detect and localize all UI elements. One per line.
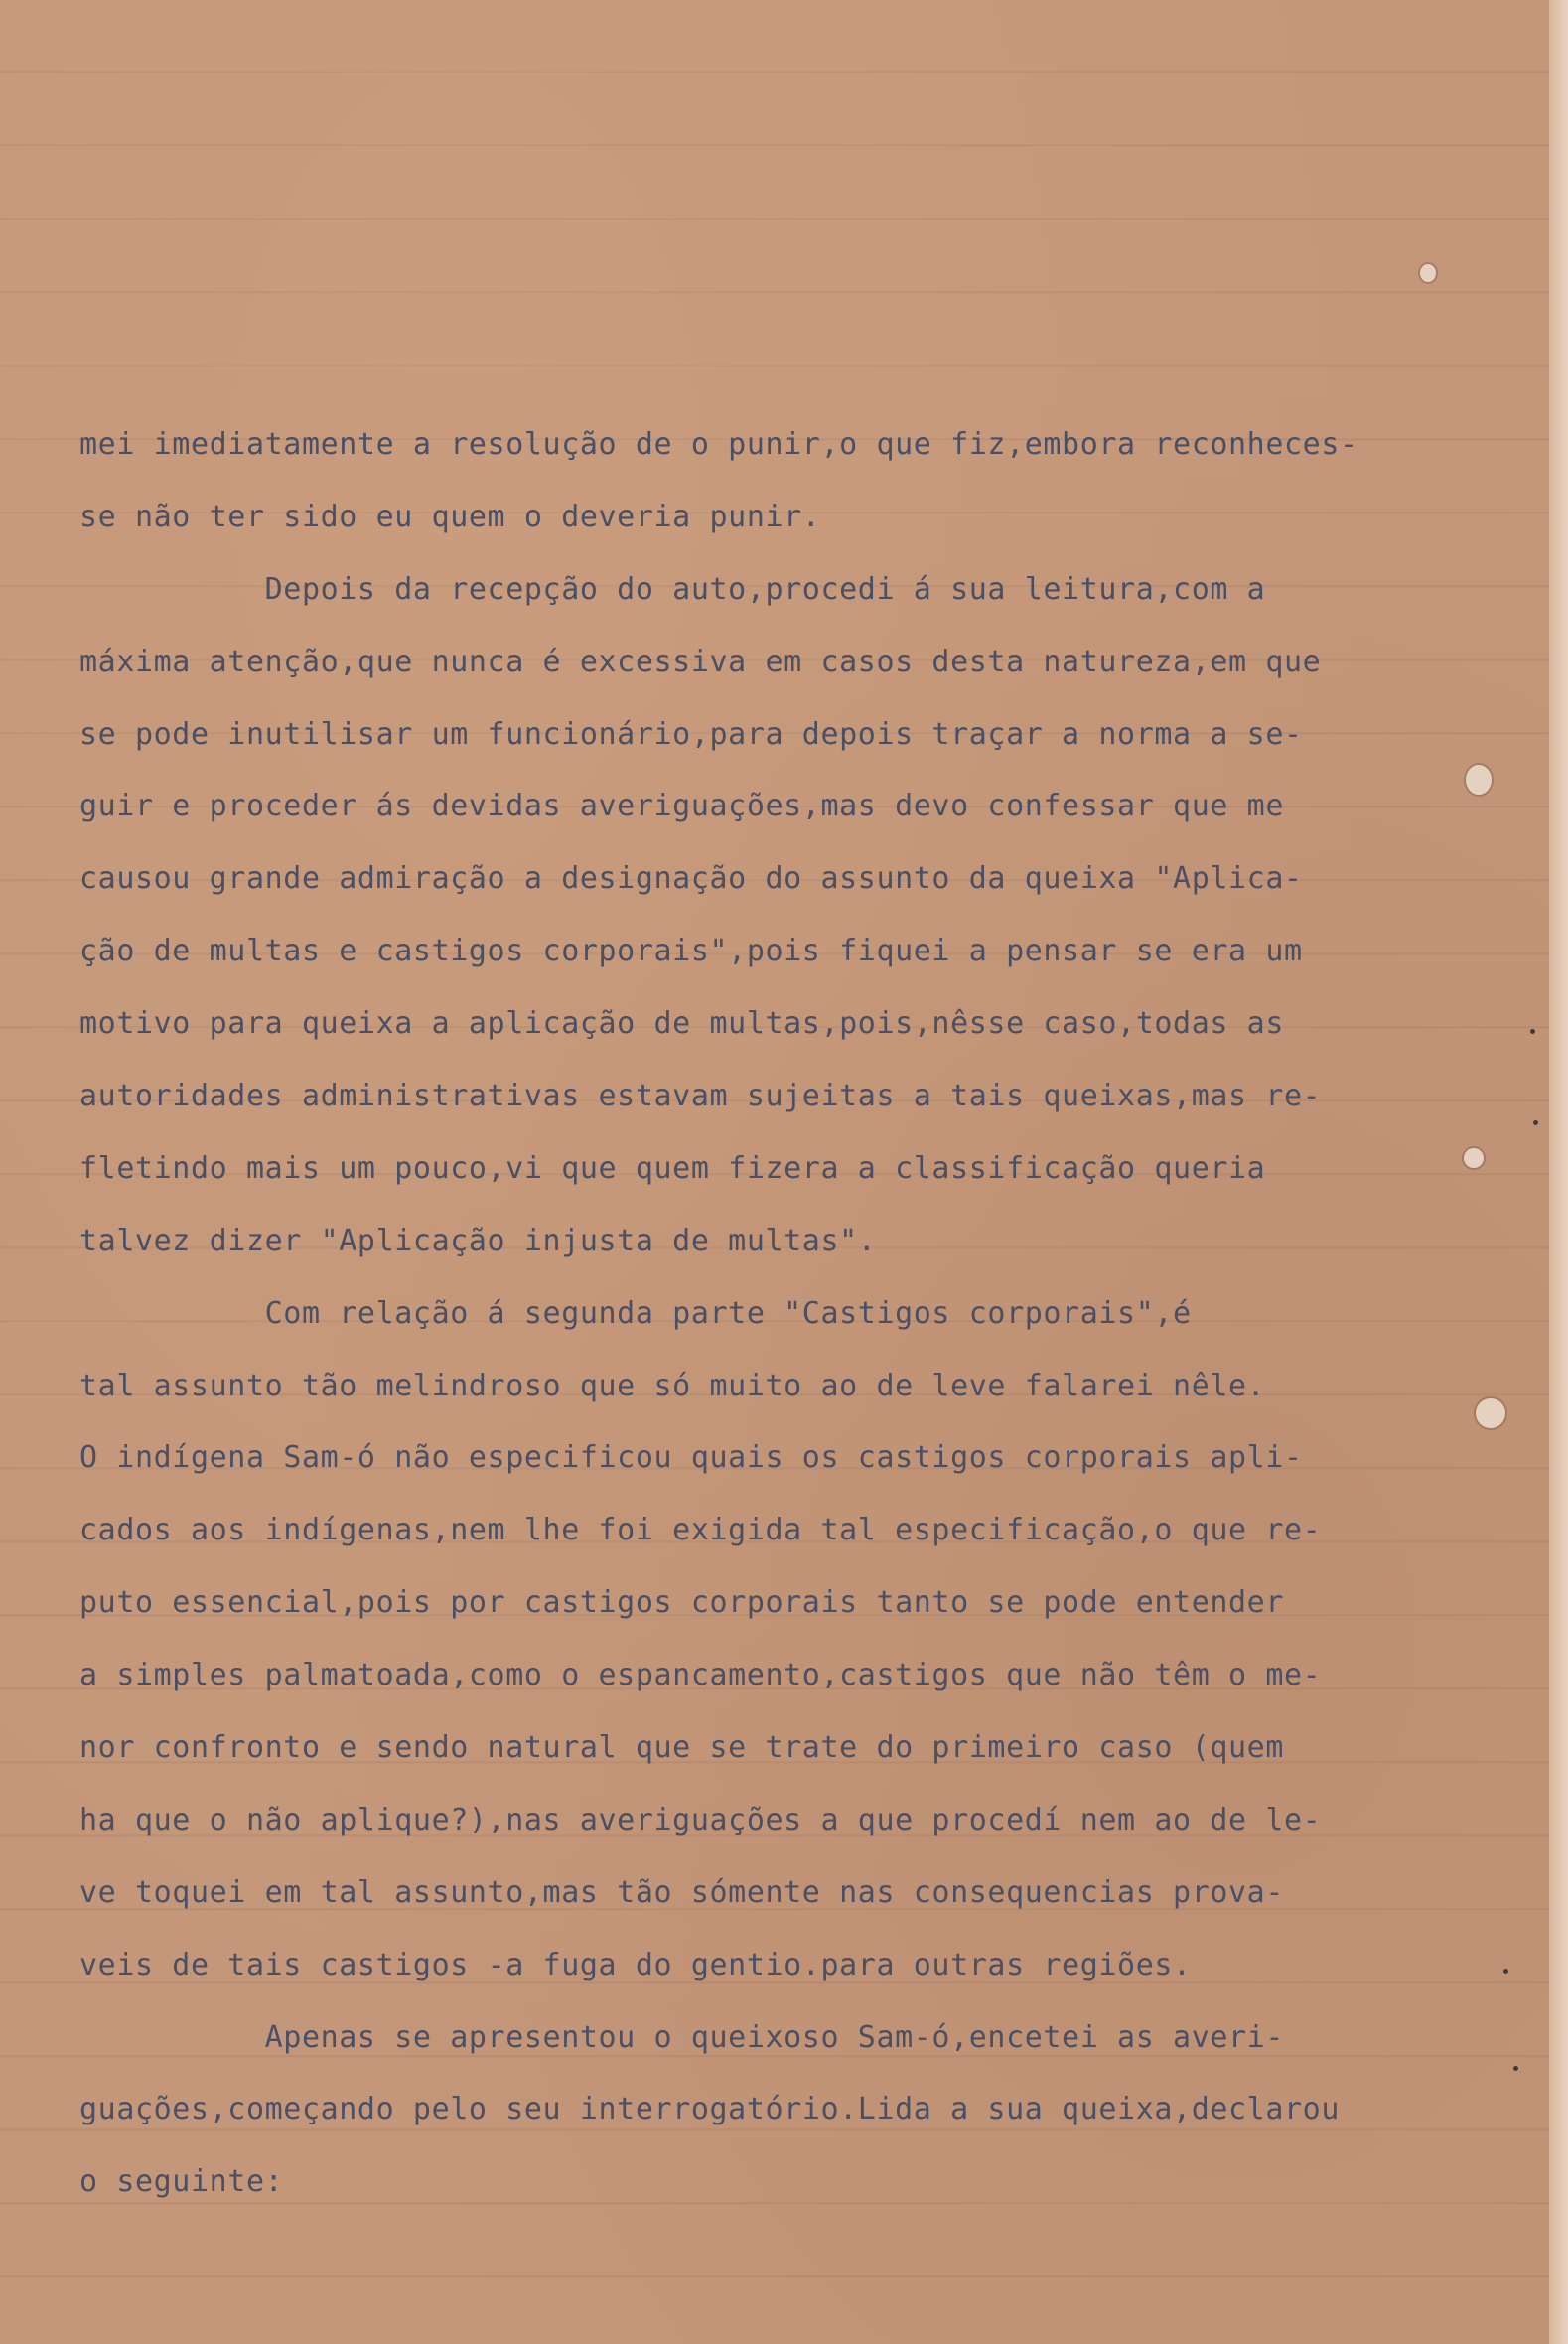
text-line: nor confronto e sendo natural que se trate do primeiro caso (quem bbox=[79, 1730, 1284, 1766]
text-line: Apenas se apresentou o queixoso Sam-ó,encetei as averi- bbox=[79, 2019, 1284, 2055]
text-line: ha que o não aplique?),nas averiguações a que procedí nem ao de le- bbox=[79, 1802, 1322, 1837]
text-line: a simples palmatoada,como o espancamento,castigos que não têm o me- bbox=[79, 1658, 1322, 1693]
text-line: O indígena Sam-ó não especificou quais os castigos corporais apli- bbox=[79, 1440, 1303, 1476]
typewritten-body bbox=[79, 409, 1490, 2219]
text-line: mei imediatamente a resolução de o punir,o que fiz,embora reconheces- bbox=[79, 427, 1358, 462]
text-line: Depois da recepção do auto,procedi á sua leitura,com a bbox=[79, 571, 1266, 607]
text-line: se pode inutilisar um funcionário,para depois traçar a norma a se- bbox=[79, 716, 1303, 752]
text-line: fletindo mais um pouco,vi que quem fizera a classificação queria bbox=[79, 1150, 1266, 1186]
text-line: guir e proceder ás devidas averiguações,mas devo confessar que me bbox=[79, 789, 1284, 824]
ink-speck bbox=[1503, 1969, 1508, 1974]
ink-speck bbox=[1513, 2066, 1518, 2071]
text-line: talvez dizer "Aplicação injusta de multas". bbox=[79, 1223, 877, 1258]
text-line: o seguinte: bbox=[79, 2164, 284, 2200]
text-line: motivo para queixa a aplicação de multas,pois,nêsse caso,todas as bbox=[79, 1006, 1284, 1042]
text-line: se não ter sido eu quem o deveria punir. bbox=[79, 499, 821, 534]
paper-hole bbox=[1420, 264, 1436, 282]
text-line: ve toquei em tal assunto,mas tão sómente nas consequencias prova- bbox=[79, 1874, 1284, 1910]
text-line: guações,começando pelo seu interrogatório.Lida a sua queixa,declarou bbox=[79, 2092, 1340, 2127]
text-line: tal assunto tão melindroso que só muito ao de leve falarei nêle. bbox=[79, 1368, 1266, 1403]
text-line: cados aos indígenas,nem lhe foi exigida tal especificação,o que re- bbox=[79, 1513, 1322, 1548]
text-line: ção de multas e castigos corporais",pois fiquei a pensar se era um bbox=[79, 934, 1303, 969]
ink-speck bbox=[1533, 1120, 1538, 1125]
text-line: causou grande admiração a designação do assunto da queixa "Aplica- bbox=[79, 861, 1303, 897]
paper-edge bbox=[1549, 0, 1568, 2344]
text-line: máxima atenção,que nunca é excessiva em casos desta natureza,em que bbox=[79, 644, 1322, 679]
text-line: veis de tais castigos -a fuga do gentio.para outras regiões. bbox=[79, 1947, 1192, 1982]
text-line: puto essencial,pois por castigos corporais tanto se pode entender bbox=[79, 1585, 1284, 1621]
text-line: autoridades administrativas estavam sujeitas a tais queixas,mas re- bbox=[79, 1079, 1322, 1114]
text-line: Com relação á segunda parte "Castigos corporais",é bbox=[79, 1295, 1192, 1331]
ink-speck bbox=[1530, 1029, 1535, 1034]
